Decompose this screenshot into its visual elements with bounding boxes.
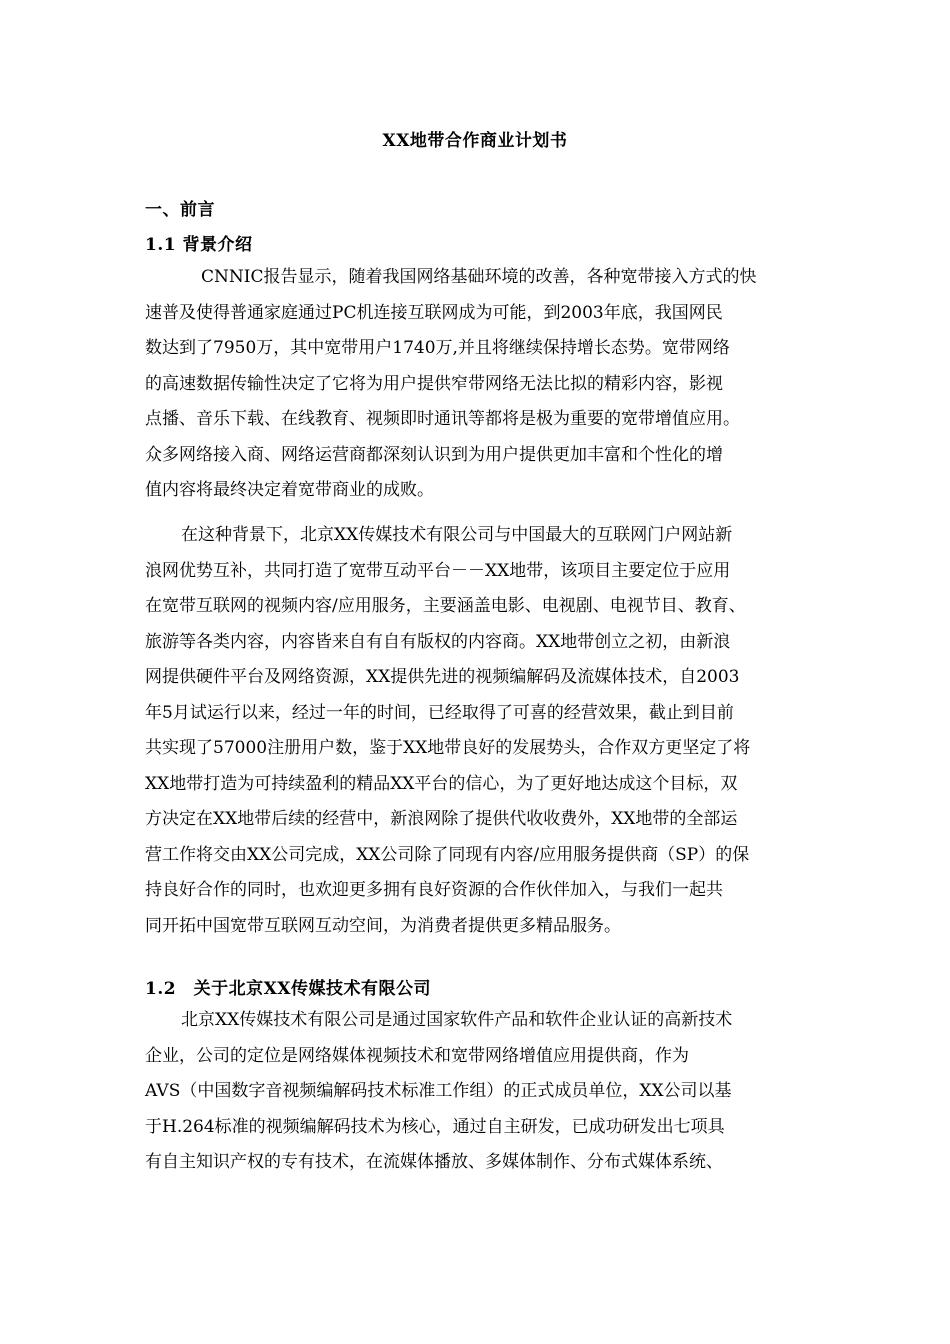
paragraph-line: XX地带打造为可持续盈利的精品XX平台的信心，为了更好地达成这个目标，双: [145, 773, 738, 794]
paragraph-line: 方决定在XX地带后续的经营中，新浪网除了提供代收收费外，XX地带的全部运: [145, 809, 738, 829]
paragraph-line: 浪网优势互补，共同打造了宽带互动平台－－XX地带，该项目主要定位于应用: [145, 560, 731, 581]
paragraph-line: 共实现了57000注册用户数，鉴于XX地带良好的发展势头，合作双方更坚定了将: [145, 738, 751, 758]
paragraph-line: 北京XX传媒技术有限公司是通过国家软件产品和软件企业认证的高新技术: [181, 1010, 733, 1030]
paragraph-line: 同开拓中国宽带互联网互动空间，为消费者提供更多精品服务。: [145, 915, 621, 936]
paragraph-line: 持良好合作的同时，也欢迎更多拥有良好资源的合作伙伴加入，与我们一起共: [145, 880, 723, 900]
paragraph-line: 网提供硬件平台及网络资源，XX提供先进的视频编解码及流媒体技术，自2003: [145, 667, 740, 687]
paragraph-line: 点播、音乐下载、在线教育、视频即时通讯等都将是极为重要的宽带增值应用。: [145, 409, 740, 429]
paragraph-line: 企业，公司的定位是网络媒体视频技术和宽带网络增值应用提供商，作为: [145, 1045, 689, 1066]
paragraph-background-2: [145, 518, 815, 944]
paragraph-background-1: [145, 260, 815, 509]
paragraph-line: 众多网络接入商、网络运营商都深刻认识到为用户提供更加丰富和个性化的增: [145, 444, 723, 465]
paragraph-line: 在宽带互联网的视频内容/应用服务，主要涵盖电影、电视剧、电视节目、教育、: [145, 596, 746, 616]
paragraph-company-1: [145, 1003, 815, 1181]
paragraph-line: 年5月试运行以来，经过一年的时间，已经取得了可喜的经营效果，截止到目前: [145, 702, 734, 723]
paragraph-line: 有自主知识产权的专有技术，在流媒体播放、多媒体制作、分布式媒体系统、: [145, 1152, 723, 1172]
paragraph-line: 数达到了7950万，其中宽带用户1740万,并且将继续保持增长态势。宽带网络: [145, 338, 730, 358]
paragraph-line: 旅游等各类内容，内容皆来自有自有版权的内容商。XX地带创立之初，由新浪: [145, 631, 731, 652]
paragraph-line: 的高速数据传输性决定了它将为用户提供窄带网络无法比拟的精彩内容，影视: [145, 373, 723, 394]
paragraph-line: 于H.264标准的视频编解码技术为核心，通过自主研发，已成功研发出七项具: [145, 1116, 725, 1137]
section-heading-preface: 一、前言: [145, 200, 215, 220]
paragraph-line: 速普及使得普通家庭通过PC机连接互联网成为可能，到2003年底，我国网民: [145, 302, 723, 323]
paragraph-line: AVS（中国数字音视频编解码技术标准工作组）的正式成员单位，XX公司以基: [145, 1081, 732, 1101]
document-title: XX地带合作商业计划书: [382, 131, 568, 151]
paragraph-line: 值内容将最终决定着宽带商业的成败。: [145, 480, 434, 500]
paragraph-line: 营工作将交由XX公司完成，XX公司除了同现有内容/应用服务提供商（SP）的保: [145, 844, 750, 865]
paragraph-line: 在这种背景下，北京XX传媒技术有限公司与中国最大的互联网门户网站新: [181, 525, 733, 545]
subsection-heading-company: 1.2 关于北京XX传媒技术有限公司: [145, 979, 431, 999]
paragraph-line: CNNIC报告显示，随着我国网络基础环境的改善，各种宽带接入方式的快: [201, 267, 757, 287]
subsection-heading-background: 1.1 背景介绍: [145, 235, 253, 255]
